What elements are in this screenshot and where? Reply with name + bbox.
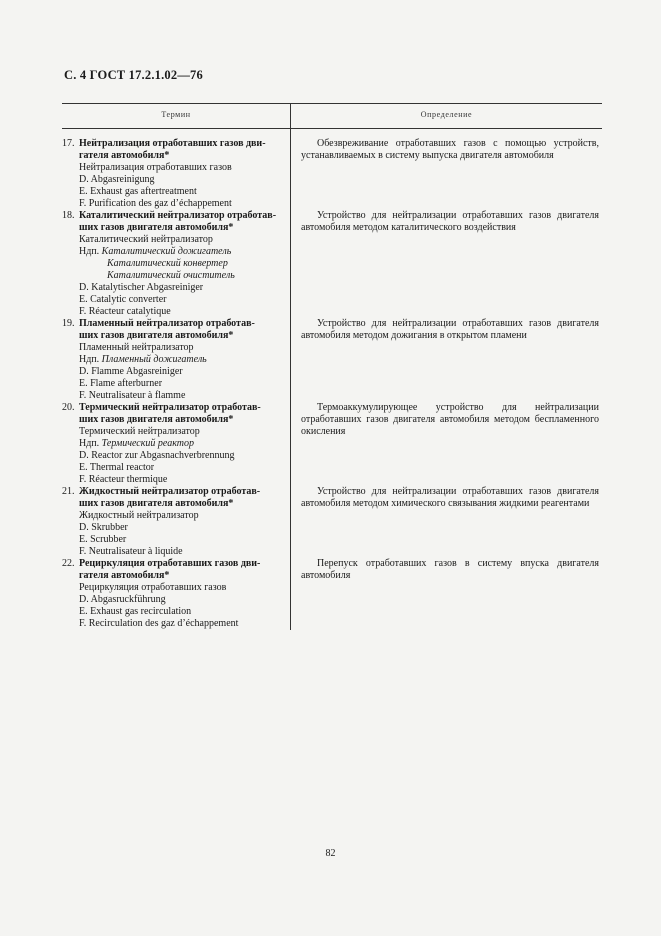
term-french: F. Réacteur catalytique (79, 306, 171, 317)
term-title-cont: гателя автомобиля* (79, 570, 170, 581)
deprecated-term: Термический реактор (101, 438, 194, 449)
term-french: F. Réacteur thermique (79, 474, 168, 485)
term-number: 20. (62, 402, 75, 413)
definition-22: Перепуск отработавших газов в систему впуска двигателя автомобиля (301, 558, 599, 581)
deprecated-term: Каталитический очиститель (107, 270, 235, 281)
deprecated-term: Каталитический дожигатель (101, 246, 232, 257)
term-title: Нейтрализация отработавших газов дви- (79, 138, 266, 149)
definition-17: Обезвреживание отработавших газов с помощью устройств, устанавливаемых в систему выпуска двигателя автомобиля (301, 138, 599, 161)
term-entry-22 (62, 558, 282, 630)
term-entry-20 (62, 402, 282, 486)
page-number: 82 (325, 848, 336, 859)
column-header-term: Термин (161, 110, 191, 119)
deprecated-label: Ндп. (79, 246, 100, 257)
deprecated-label: Ндп. (79, 354, 100, 365)
definition-21: Устройство для нейтрализации отработавших газов двигателя автомобиля методом химического связывания жидкими реагентами (301, 486, 599, 509)
definition-19: Устройство для нейтрализации отработавших газов двигателя автомобиля методом дожигания в открытом пламени (301, 318, 599, 341)
term-number: 21. (62, 486, 75, 497)
term-entry-17 (62, 138, 282, 210)
term-entry-19 (62, 318, 282, 402)
term-synonym: Пламенный нейтрализатор (79, 342, 194, 353)
term-number: 18. (62, 210, 75, 221)
term-german: D. Abgasruckführung (79, 594, 166, 605)
column-header-definition: Определение (420, 110, 473, 119)
term-german: D. Katalytischer Abgasreiniger (79, 282, 204, 293)
column-divider (290, 104, 291, 630)
term-title-cont: ших газов двигателя автомобиля* (79, 498, 234, 509)
term-english: E. Scrubber (79, 534, 127, 545)
term-synonym: Термический нейтрализатор (79, 426, 200, 437)
term-synonym: Жидкостный нейтрализатор (79, 510, 199, 521)
term-english: E. Exhaust gas recirculation (79, 606, 192, 617)
term-deprecated (62, 246, 282, 258)
term-number: 19. (62, 318, 75, 329)
definition-20: Термоаккумулирующее устройство для нейтрализации отработавших газов двигателя автомобиля методом беспламенного окисления (301, 402, 599, 437)
term-title: Термический нейтрализатор отработав- (79, 402, 261, 413)
term-german: D. Flamme Abgasreiniger (79, 366, 183, 377)
table-header-rule (62, 128, 602, 129)
term-title-cont: ших газов двигателя автомобиля* (79, 414, 234, 425)
term-number: 17. (62, 138, 75, 149)
term-french: F. Recirculation des gaz d’échappement (79, 618, 239, 629)
term-title-cont: ших газов двигателя автомобиля* (79, 330, 234, 341)
page-header: С. 4 ГОСТ 17.2.1.02—76 (64, 68, 203, 82)
term-french: F. Neutralisateur à liquide (79, 546, 183, 557)
term-deprecated (62, 438, 282, 450)
term-title: Пламенный нейтрализатор отработав- (79, 318, 255, 329)
term-title: Каталитический нейтрализатор отработав- (79, 210, 277, 221)
term-english: E. Flame afterburner (79, 378, 163, 389)
term-german: D. Abgasreinigung (79, 174, 155, 185)
term-title: Жидкостный нейтрализатор отработав- (79, 486, 261, 497)
term-title: Рециркуляция отработавших газов дви- (79, 558, 261, 569)
term-french: F. Purification des gaz d’échappement (79, 198, 232, 209)
term-deprecated (62, 354, 282, 366)
term-french: F. Neutralisateur à flamme (79, 390, 186, 401)
term-english: E. Catalytic converter (79, 294, 167, 305)
term-entry-18 (62, 210, 282, 318)
term-synonym: Каталитический нейтрализатор (79, 234, 213, 245)
deprecated-term: Каталитический конвертер (107, 258, 228, 269)
term-synonym: Нейтрализация отработавших газов (79, 162, 232, 173)
deprecated-term: Пламенный дожигатель (101, 354, 207, 365)
deprecated-label: Ндп. (79, 438, 100, 449)
term-title-cont: ших газов двигателя автомобиля* (79, 222, 234, 233)
definition-18: Устройство для нейтрализации отработавших газов двигателя автомобиля методом каталитического воздействия (301, 210, 599, 233)
term-synonym: Рециркуляция отработавших газов (79, 582, 227, 593)
term-title-cont: гателя автомобиля* (79, 150, 170, 161)
term-german: D. Skrubber (79, 522, 128, 533)
term-number: 22. (62, 558, 75, 569)
term-entry-21 (62, 486, 282, 558)
term-english: E. Thermal reactor (79, 462, 155, 473)
table-top-rule (62, 103, 602, 104)
term-german: D. Reactor zur Abgasnachverbrennung (79, 450, 235, 461)
term-english: E. Exhaust gas aftertreatment (79, 186, 197, 197)
